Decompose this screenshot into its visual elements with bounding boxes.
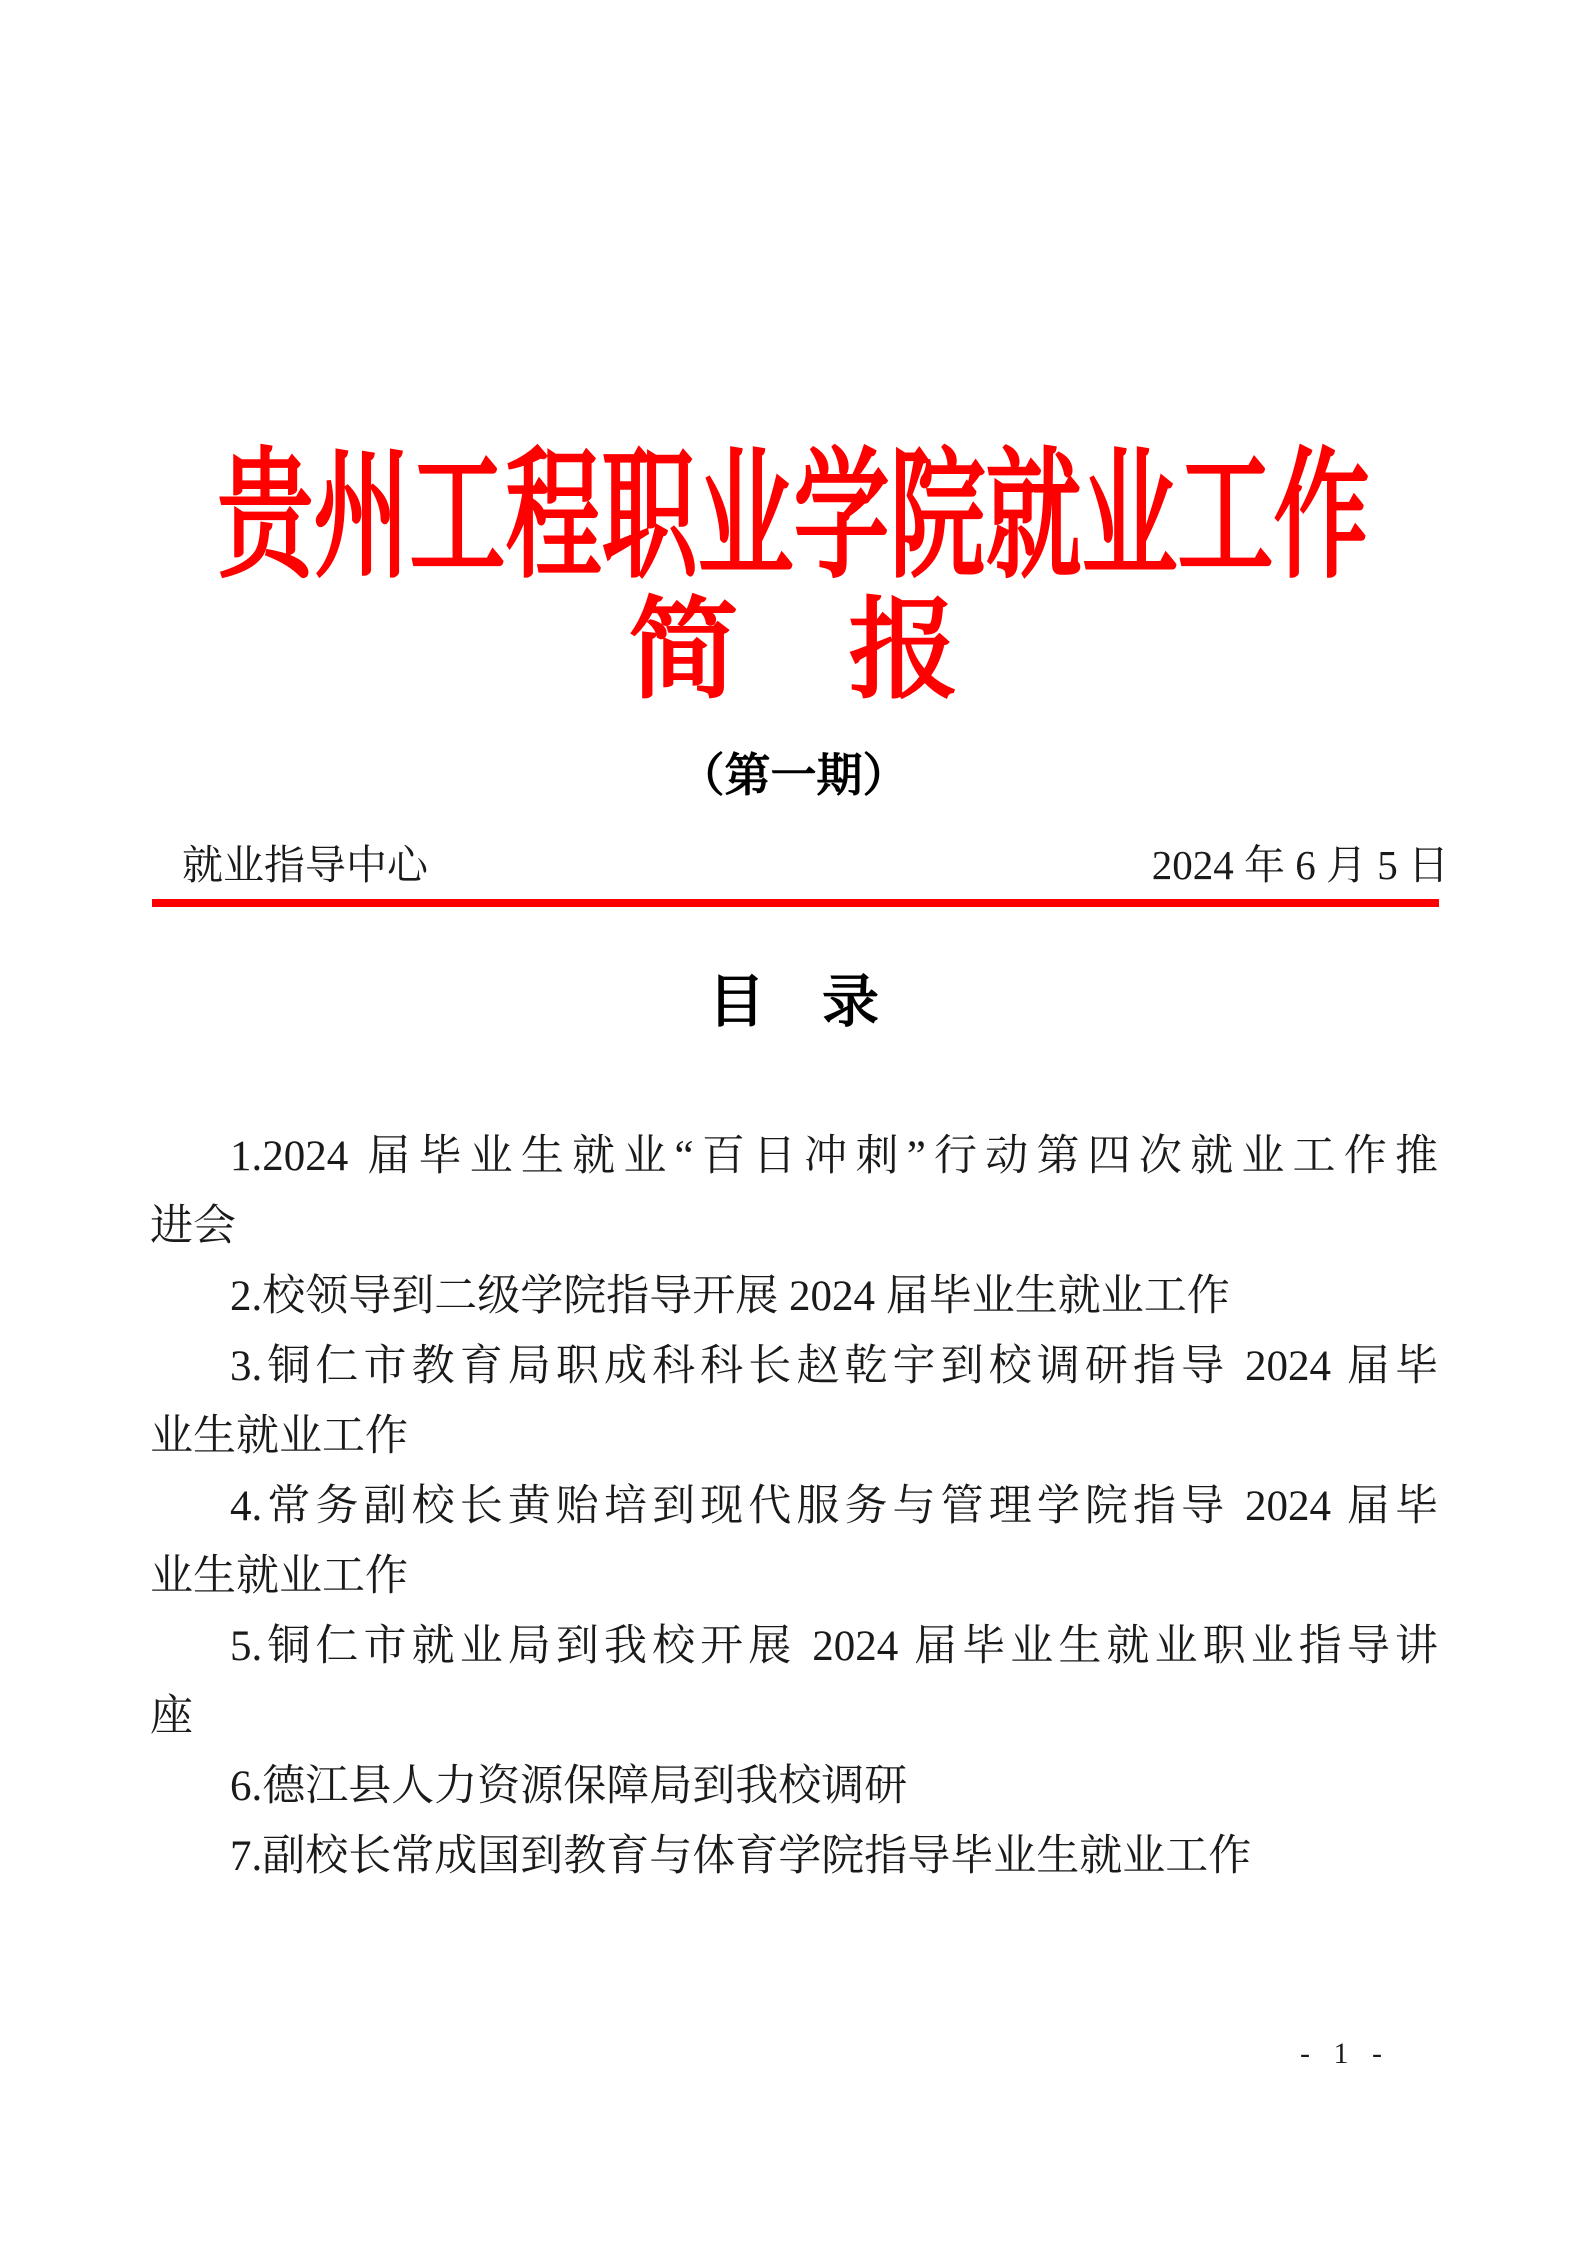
toc-item-4-line-1: 4.常务副校长黄贻培到现代服务与管理学院指导 2024 届毕	[230, 1483, 1438, 1530]
toc-item-1-line-1: 1.2024 届毕业生就业“百日冲刺”行动第四次就业工作推	[230, 1133, 1438, 1180]
toc-item-7: 7.副校长常成国到教育与体育学院指导毕业生就业工作	[230, 1833, 1252, 1880]
masthead-title-line2: 简 报	[628, 590, 959, 712]
masthead-divider-rule	[152, 899, 1439, 907]
page-number: - 1 -	[1300, 2037, 1390, 2070]
toc-item-4-line-2: 业生就业工作	[150, 1553, 408, 1600]
publisher-name: 就业指导中心	[182, 842, 428, 888]
toc-item-3-line-2: 业生就业工作	[150, 1413, 408, 1460]
issue-date: 2024 年 6 月 5 日	[1151, 842, 1449, 888]
issue-label: （第一期）	[678, 750, 909, 801]
toc-item-5-line-1: 5.铜仁市就业局到我校开展 2024 届毕业生就业职业指导讲	[230, 1623, 1438, 1670]
toc-item-5-line-2: 座	[150, 1693, 193, 1740]
toc-heading: 目 录	[708, 971, 879, 1034]
masthead-title-line1: 贵州工程职业学院就业工作	[217, 438, 1370, 596]
table-of-contents	[150, 1122, 1438, 1892]
toc-item-2: 2.校领导到二级学院指导开展 2024 届毕业生就业工作	[230, 1273, 1230, 1320]
toc-item-1-line-2: 进会	[150, 1203, 236, 1250]
publication-info-row	[182, 843, 1449, 888]
toc-item-6: 6.德江县人力资源保障局到我校调研	[230, 1763, 908, 1810]
toc-item-3-line-1: 3.铜仁市教育局职成科科长赵乾宇到校调研指导 2024 届毕	[230, 1343, 1438, 1390]
